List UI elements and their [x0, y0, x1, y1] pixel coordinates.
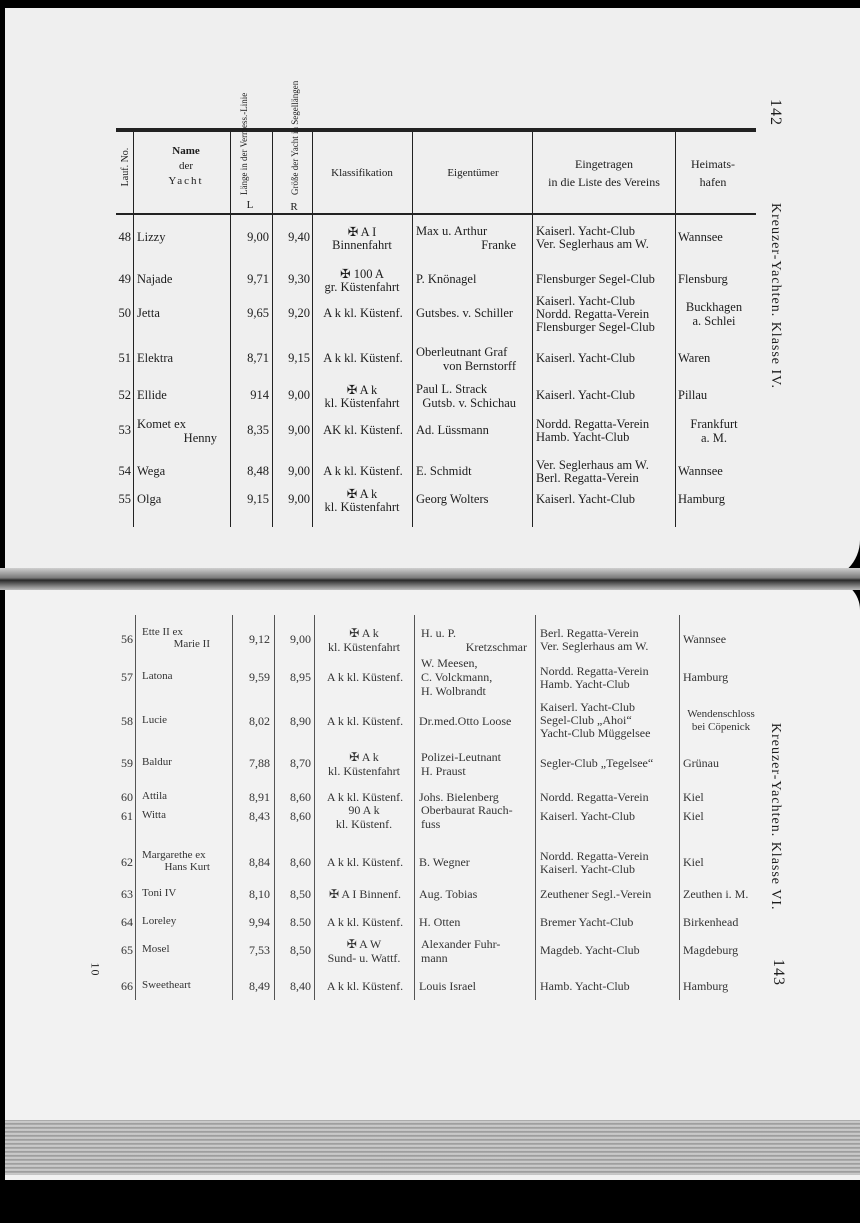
col-line: [412, 132, 413, 527]
verein-2: Berl. Regatta-Verein: [536, 471, 639, 485]
eigentuemer-1: Oberleutnant Graf: [416, 345, 508, 359]
eigentuemer-1: Alexander Fuhr-: [421, 937, 501, 951]
verein-2: Ver. Seglerhaus am W.: [536, 237, 649, 251]
heimatshafen: Pillau: [678, 388, 708, 402]
yacht-name-2: Hans Kurt: [164, 861, 210, 873]
klassifikation: A k kl. Küstenf.: [326, 670, 404, 684]
yacht-name: Jetta: [137, 306, 160, 320]
verein-1: Nordd. Regatta-Verein: [540, 849, 649, 863]
col-line: [314, 615, 315, 1000]
header-groesse-letter: R: [290, 201, 298, 213]
eigentuemer-2: Kretzschmar: [465, 640, 527, 654]
top-side-title: Kreuzer-Yachten. Klasse IV.: [768, 203, 783, 389]
yacht-name-2: Marie II: [173, 638, 210, 650]
groesse-value: 8,90: [290, 714, 311, 728]
heimatshafen-2: a. Schlei: [692, 314, 736, 328]
heimatshafen: Kiel: [683, 790, 704, 804]
yacht-name: Ellide: [137, 388, 167, 402]
heimatshafen: Wannsee: [678, 230, 723, 244]
klassifikation: AK kl. Küstenf.: [323, 423, 403, 437]
laenge-value: 8,71: [247, 351, 269, 365]
eigentuemer-3: H. Wolbrandt: [421, 684, 486, 698]
bottom-page-number: 143: [770, 959, 787, 986]
laenge-value: 7,88: [249, 756, 270, 770]
heimatshafen: Birkenhead: [683, 915, 739, 929]
header-eingetragen-line2: in die Liste des Vereins: [548, 175, 660, 189]
verein-2: Hamb. Yacht-Club: [536, 430, 630, 444]
heimatshafen: Kiel: [683, 855, 704, 869]
verein-2: Ver. Seglerhaus am W.: [540, 639, 649, 653]
laenge-value: 9,00: [247, 230, 269, 244]
header-top-rule: [116, 128, 756, 132]
eigentuemer-1: Paul L. Strack: [416, 382, 488, 396]
eigentuemer: E. Schmidt: [416, 464, 472, 478]
klassifikation-1: ✠ A k: [349, 626, 379, 640]
laenge-value: 9,15: [247, 492, 269, 506]
page-edges: [5, 1120, 860, 1175]
heimatshafen: Hamburg: [683, 979, 729, 993]
col-line: [232, 615, 233, 1000]
groesse-value: 8,70: [290, 756, 311, 770]
laenge-value: 9,94: [249, 915, 270, 929]
klassifikation: A k kl. Küstenf.: [326, 714, 404, 728]
groesse-value: 8,50: [290, 887, 311, 901]
eigentuemer: Georg Wolters: [416, 492, 489, 506]
laenge-value: 8,84: [249, 855, 270, 869]
eigentuemer: Dr.med.Otto Loose: [419, 714, 512, 728]
yacht-name: Loreley: [142, 915, 177, 927]
klassifikation-1: ✠ A k: [346, 383, 378, 397]
header-klassifikation: Klassifikation: [331, 167, 393, 179]
verein-1: Kaiserl. Yacht-Club: [536, 224, 635, 238]
groesse-value: 9,40: [288, 230, 310, 244]
row-number: 48: [118, 230, 131, 244]
verein: Flensburger Segel-Club: [536, 272, 655, 286]
yacht-name: Margarethe ex: [142, 849, 206, 861]
laenge-value: 9,65: [247, 306, 269, 320]
col-line: [133, 132, 134, 527]
verein-2: Hamb. Yacht-Club: [540, 677, 630, 691]
klassifikation-2: kl. Küstenfahrt: [324, 500, 400, 514]
laenge-value: 914: [250, 388, 269, 402]
yacht-name: Najade: [137, 272, 173, 286]
groesse-value: 8,60: [290, 809, 311, 823]
eigentuemer: Louis Israel: [419, 979, 476, 993]
heimatshafen-2: bei Cöpenick: [691, 721, 751, 733]
row-number: 62: [121, 855, 133, 869]
header-name: [148, 145, 224, 187]
laenge-value: 8,35: [247, 423, 269, 437]
verein-2: Kaiserl. Yacht-Club: [540, 862, 635, 876]
klassifikation-1: ✠ A k: [349, 750, 379, 764]
yacht-name: Witta: [142, 809, 166, 821]
heimatshafen: Zeuthen i. M.: [683, 887, 749, 901]
verein-1: Nordd. Regatta-Verein: [536, 417, 650, 431]
laenge-value: 9,71: [247, 272, 269, 286]
eigentuemer-1: Max u. Arthur: [416, 224, 488, 238]
groesse-value: 9,00: [288, 423, 310, 437]
groesse-value: 8.50: [290, 915, 311, 929]
eigentuemer: H. Otten: [419, 915, 461, 929]
header-hafen-line2: hafen: [699, 175, 727, 189]
heimatshafen: Kiel: [683, 809, 704, 823]
eigentuemer-2: fuss: [421, 817, 441, 831]
klassifikation: A k kl. Küstenf.: [326, 979, 404, 993]
laenge-value: 8,10: [249, 887, 270, 901]
yacht-name: Lucie: [142, 714, 168, 726]
yacht-name: Elektra: [137, 351, 174, 365]
klassifikation-1: ✠ A I: [347, 225, 377, 239]
verein: Bremer Yacht-Club: [540, 915, 634, 929]
book-spine: [0, 568, 860, 590]
row-number: 64: [121, 915, 133, 929]
klassifikation: A k kl. Küstenf.: [323, 306, 403, 320]
heimatshafen: Magdeburg: [683, 943, 739, 957]
eigentuemer-2: von Bernstorff: [442, 359, 516, 373]
groesse-value: 9,00: [288, 492, 310, 506]
klassifikation: A k kl. Küstenf.: [323, 351, 403, 365]
groesse-value: 8,95: [290, 670, 311, 684]
yacht-name: Wega: [137, 464, 166, 478]
row-number: 53: [118, 423, 131, 437]
laenge-value: 7,53: [249, 943, 270, 957]
col-line: [535, 615, 536, 1000]
header-laenge: Länge in der Vermess.-Linie: [239, 92, 249, 195]
row-number: 55: [118, 492, 131, 506]
top-page-number: 142: [767, 99, 784, 126]
eigentuemer-2: Franke: [481, 238, 516, 252]
klassifikation-2: kl. Küstenfahrt: [324, 396, 400, 410]
laenge-value: 8,43: [249, 809, 270, 823]
verein-3: Flensburger Segel-Club: [536, 320, 655, 334]
verein: Nordd. Regatta-Verein: [540, 790, 649, 804]
col-line: [414, 615, 415, 1000]
verein: Kaiserl. Yacht-Club: [540, 809, 635, 823]
groesse-value: 8,60: [290, 790, 311, 804]
row-number: 49: [118, 272, 131, 286]
header-hafen-line1: Heimats-: [691, 157, 735, 171]
yacht-name: Baldur: [142, 756, 172, 768]
yacht-name: Attila: [142, 790, 168, 802]
heimatshafen: Wannsee: [678, 464, 723, 478]
eigentuemer: P. Knönagel: [416, 272, 477, 286]
header-heimatshafen: [676, 158, 750, 188]
row-number: 57: [121, 670, 133, 684]
eigentuemer-1: Polizei-Leutnant: [421, 750, 501, 764]
row-number: 61: [121, 809, 133, 823]
eigentuemer-2: mann: [421, 951, 448, 965]
klassifikation-2: Binnenfahrt: [332, 238, 392, 252]
yacht-name-2: Henny: [183, 431, 217, 445]
heimatshafen-1: Frankfurt: [690, 417, 738, 431]
heimatshafen-2: a. M.: [700, 431, 728, 445]
eigentuemer: B. Wegner: [419, 855, 470, 869]
verein: Kaiserl. Yacht-Club: [536, 492, 635, 506]
row-number: 58: [121, 714, 133, 728]
heimatshafen-1: Buckhagen: [685, 300, 743, 314]
heimatshafen-1: Wendenschloss: [687, 708, 755, 720]
eigentuemer: Ad. Lüssmann: [416, 423, 489, 437]
header-name-line2: der: [178, 160, 194, 172]
laenge-value: 8,49: [249, 979, 270, 993]
header-name-line1: Name: [172, 145, 200, 157]
col-line: [135, 615, 136, 1000]
row-number: 56: [121, 632, 133, 646]
signature-mark: 10: [88, 962, 103, 977]
row-number: 52: [118, 388, 131, 402]
laenge-value: 8,48: [247, 464, 269, 478]
row-number: 66: [121, 979, 133, 993]
groesse-value: 9,00: [288, 464, 310, 478]
verein-2: Segel-Club „Ahoi“: [540, 713, 632, 727]
eigentuemer-2: H. Praust: [421, 764, 466, 778]
laenge-value: 8,91: [249, 790, 270, 804]
yacht-name: Sweetheart: [142, 979, 191, 991]
laenge-value: 8,02: [249, 714, 270, 728]
groesse-value: 8,40: [290, 979, 311, 993]
row-number: 50: [118, 306, 131, 320]
row-number: 60: [121, 790, 133, 804]
header-laenge-letter: L: [246, 199, 254, 211]
header-eingetragen-line1: Eingetragen: [575, 157, 633, 171]
verein-1: Nordd. Regatta-Verein: [540, 664, 649, 678]
yacht-name: Mosel: [142, 943, 170, 955]
header-lauf-no: Lauf. No.: [120, 147, 131, 187]
header-bottom-rule: [116, 213, 756, 215]
heimatshafen: Wannsee: [683, 632, 727, 646]
verein-1: Kaiserl. Yacht-Club: [536, 294, 635, 308]
klassifikation: A k kl. Küstenf.: [326, 915, 404, 929]
header-name-line3: Yacht: [168, 175, 204, 187]
klassifikation-2: gr. Küstenfahrt: [324, 280, 400, 294]
eigentuemer: Gutsbes. v. Schiller: [416, 306, 514, 320]
verein: Kaiserl. Yacht-Club: [536, 388, 635, 402]
verein: Segler-Club „Tegelsee“: [540, 756, 654, 770]
yacht-name: Lizzy: [137, 230, 166, 244]
col-line: [532, 132, 533, 527]
klassifikation: A k kl. Küstenf.: [323, 464, 403, 478]
row-number: 54: [118, 464, 131, 478]
groesse-value: 8,60: [290, 855, 311, 869]
row-number: 65: [121, 943, 133, 957]
heimatshafen: Flensburg: [678, 272, 728, 286]
verein-1: Kaiserl. Yacht-Club: [540, 700, 635, 714]
heimatshafen: Waren: [678, 351, 711, 365]
groesse-value: 9,15: [288, 351, 310, 365]
col-line: [312, 132, 313, 527]
groesse-value: 9,20: [288, 306, 310, 320]
groesse-value: 9,00: [290, 632, 311, 646]
verein-3: Yacht-Club Müggelsee: [540, 726, 651, 740]
eigentuemer-2: Gutsb. v. Schichau: [422, 396, 516, 410]
heimatshafen: Grünau: [683, 756, 719, 770]
verein: Hamb. Yacht-Club: [540, 979, 630, 993]
yacht-name: Olga: [137, 492, 162, 506]
eigentuemer: Aug. Tobias: [419, 887, 478, 901]
row-number: 59: [121, 756, 133, 770]
klassifikation-1: ✠ A k: [346, 487, 378, 501]
klassifikation-1: ✠ A W: [346, 937, 382, 951]
eigentuemer-2: C. Volckmann,: [421, 670, 493, 684]
row-number: 63: [121, 887, 133, 901]
yacht-name: Ette II ex: [142, 626, 183, 638]
klassifikation-2: kl. Küstenf.: [335, 817, 393, 831]
groesse-value: 8,50: [290, 943, 311, 957]
eigentuemer-1: Oberbaurat Rauch-: [421, 803, 513, 817]
verein-1: Berl. Regatta-Verein: [540, 626, 639, 640]
verein: Kaiserl. Yacht-Club: [536, 351, 635, 365]
klassifikation-2: Sund- u. Wattf.: [327, 951, 401, 965]
col-line: [230, 132, 231, 527]
klassifikation-1: ✠ 100 A: [340, 267, 384, 281]
col-line: [274, 615, 275, 1000]
verein-2: Nordd. Regatta-Verein: [536, 307, 650, 321]
header-eingetragen: [534, 158, 674, 188]
verein: Zeuthener Segl.-Verein: [540, 887, 652, 901]
header-eigentuemer: Eigentümer: [447, 167, 499, 179]
groesse-value: 9,30: [288, 272, 310, 286]
laenge-value: 9,12: [249, 632, 270, 646]
klassifikation-2: kl. Küstenfahrt: [328, 764, 400, 778]
bottom-side-title: Kreuzer-Yachten. Klasse VI.: [768, 723, 783, 911]
verein: Magdeb. Yacht-Club: [540, 943, 640, 957]
eigentuemer: Johs. Bielenberg: [419, 790, 499, 804]
klassifikation-2: kl. Küstenfahrt: [328, 640, 400, 654]
col-line: [272, 132, 273, 527]
laenge-value: 9,59: [249, 670, 270, 684]
klassifikation: ✠ A I Binnenf.: [328, 887, 402, 901]
groesse-value: 9,00: [288, 388, 310, 402]
yacht-name: Toni IV: [142, 887, 177, 899]
klassifikation: A k kl. Küstenf.: [326, 790, 404, 804]
klassifikation: A k kl. Küstenf.: [326, 855, 404, 869]
verein-1: Ver. Seglerhaus am W.: [536, 458, 649, 472]
eigentuemer-1: W. Meesen,: [421, 656, 478, 670]
yacht-name: Komet ex: [137, 417, 186, 431]
row-number: 51: [118, 351, 131, 365]
heimatshafen: Hamburg: [678, 492, 725, 506]
eigentuemer-1: H. u. P.: [421, 626, 457, 640]
header-groesse: Größe der Yacht in Segellängen: [290, 80, 300, 195]
klassifikation-1: 90 A k: [348, 803, 380, 817]
heimatshafen: Hamburg: [683, 670, 729, 684]
yacht-name: Latona: [142, 670, 173, 682]
